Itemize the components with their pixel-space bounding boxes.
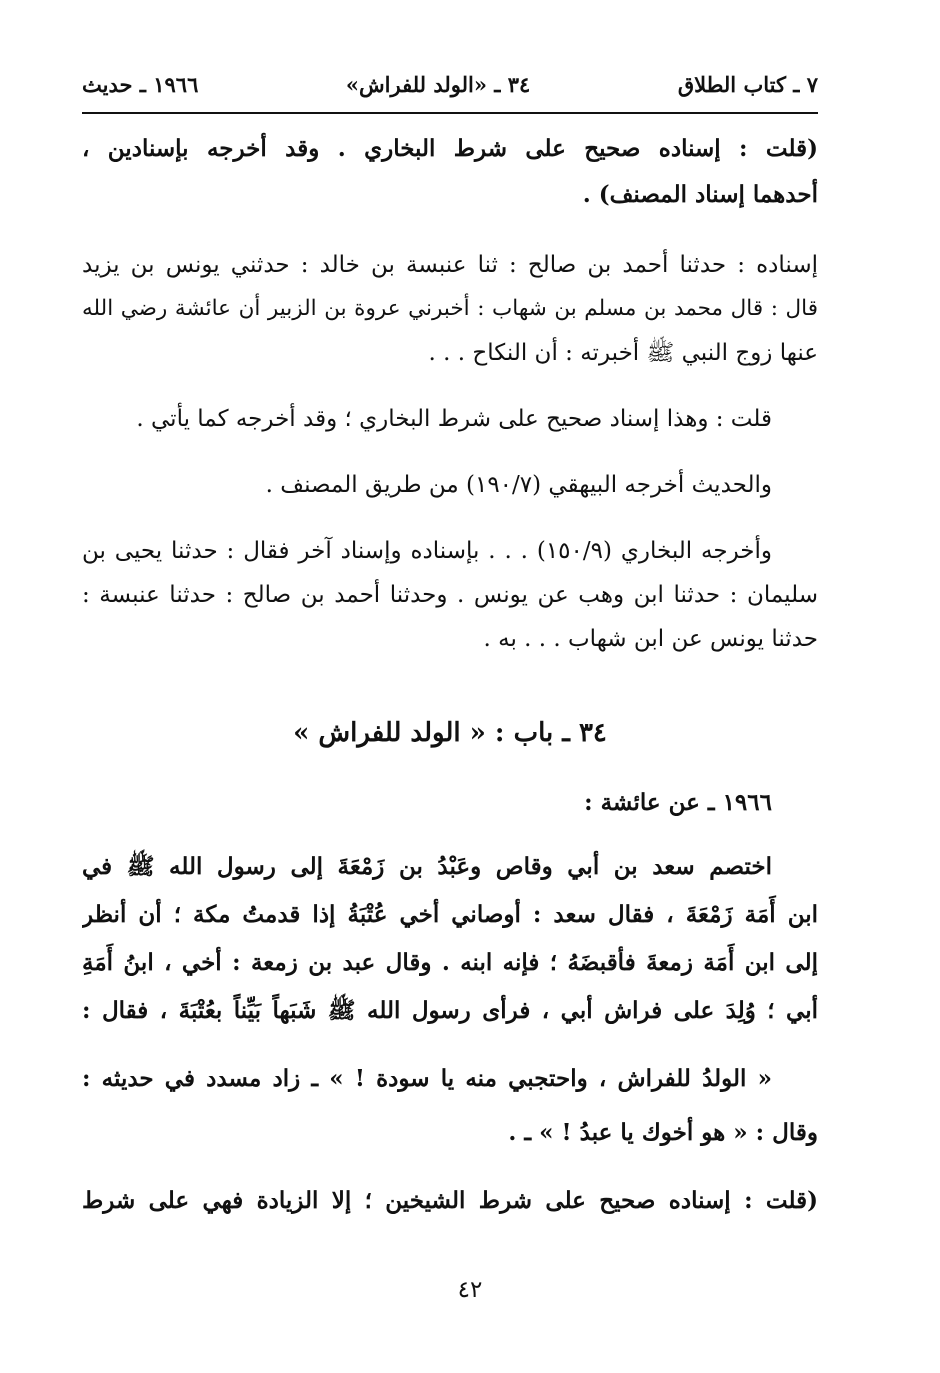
hadith-text-line: إلى ابن أَمَة زمعةَ فأقبضَهُ ؛ فإنه ابنه . وقال عبد بن زمعة : أخي ، ابنُ أَمَةِ <box>82 949 818 976</box>
hadith-text-line: ابن أَمَة زَمْعَةَ ، فقال سعد : أوصاني أخي عُتْبَةُ إذا قدمتُ مكة ؛ أن أنظر <box>82 901 818 928</box>
hadith-text-line: اختصم سعد بن أبي وقاص وعَبْدُ بن زَمْعَةَ إلى رسول الله ﷺ في <box>82 853 772 880</box>
text-line: (قلت : إسناده صحيح على شرط البخاري . وقد أخرجه بإسنادين ، <box>82 135 818 162</box>
hadith-number: ١٩٦٦ ـ عن عائشة : <box>584 789 772 816</box>
hadith-text-line: « الولدُ للفراش ، واحتجبي منه يا سودة ! » ـ زاد مسدد في حديثه : <box>82 1065 772 1092</box>
text-line: قال : قال محمد بن مسلم بن شهاب : أخبرني عروة بن الزبير أن عائشة رضي الله <box>82 296 818 321</box>
hadith-text-line: (قلت : إسناده صحيح على شرط الشيخين ؛ إلا الزيادة فهي على شرط <box>82 1187 818 1214</box>
hadith-text-line: أبي ؛ وُلِدَ على فراش أبي ، فرأى رسول الله ﷺ شَبَهاً بَيِّناً بعُتْبَةَ ، فقال : <box>82 997 818 1024</box>
text-line: سليمان : حدثنا ابن وهب عن يونس . وحدثنا أحمد بن صالح : حدثنا عنبسة : <box>82 582 818 608</box>
header-hadith-ref: ١٩٦٦ ـ حديث <box>82 71 199 97</box>
header-chapter: ٧ ـ كتاب الطلاق <box>677 71 818 97</box>
page-number: ٤٢ <box>457 1277 483 1303</box>
running-header <box>82 62 818 106</box>
text-line: عنها زوج النبي ﷺ أخبرته : أن النكاح . . . <box>428 340 818 366</box>
text-line: قلت : وهذا إسناد صحيح على شرط البخاري ؛ وقد أخرجه كما يأتي . <box>136 406 772 432</box>
hadith-text-line: وقال : « هو أخوك يا عبدُ ! » ـ . <box>508 1119 818 1146</box>
text-line: أحدهما إسناد المصنف) . <box>582 181 818 208</box>
text-line: إسناده : حدثنا أحمد بن صالح : ثنا عنبسة بن خالد : حدثني يونس بن يزيد <box>82 252 818 278</box>
section-heading: ٣٤ ـ باب : « الولد للفراش » <box>293 718 607 748</box>
text-line: وأخرجه البخاري (١٥٠/٩) . . . بإسناده وإسناد آخر فقال : حدثنا يحيى بن <box>82 538 772 564</box>
header-section: ٣٤ ـ «الولد للفراش» <box>345 71 531 97</box>
text-line: حدثنا يونس عن ابن شهاب . . . به . <box>483 626 818 652</box>
text-line: والحديث أخرجه البيهقي (١٩٠/٧) من طريق المصنف . <box>265 472 772 498</box>
header-rule <box>82 112 818 114</box>
